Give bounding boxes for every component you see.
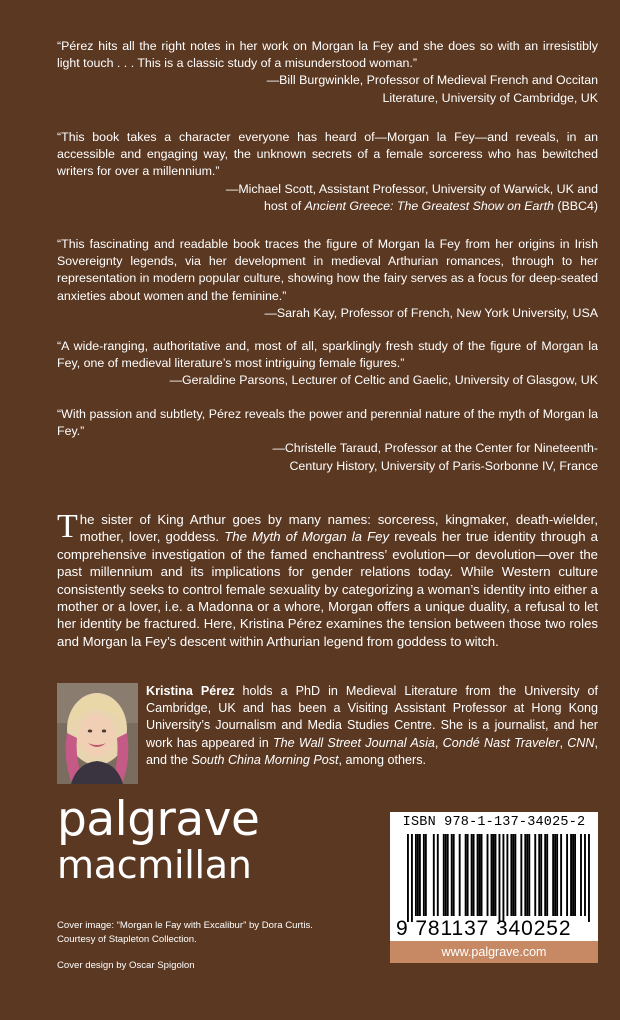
barcode-bar bbox=[491, 834, 493, 916]
barcode-bar bbox=[538, 834, 540, 916]
quote-attribution: —Christelle Taraud, Professor at the Center for Nineteenth- bbox=[272, 441, 598, 456]
barcode-bar bbox=[495, 834, 497, 916]
publisher-logo bbox=[57, 792, 327, 887]
barcode-bar bbox=[510, 834, 512, 916]
show-title: Ancient Greece: The Greatest Show on Earth bbox=[304, 198, 554, 213]
quote-text: “This fascinating and readable book traces the figure of Morgan la Fey from her origins in Irish Sovereignty legends, via her development in medieval Arthurian romances, through to her representation in modern popular culture, showing how the fairy serves as a focus for deep-seated anxieties about women and the feminine.” bbox=[57, 237, 598, 303]
publication: South China Morning Post bbox=[191, 752, 339, 767]
barcode-bar bbox=[453, 834, 455, 916]
barcode-bar bbox=[407, 834, 409, 922]
barcode-bar bbox=[479, 834, 481, 916]
barcode-bar bbox=[588, 834, 590, 922]
quote-attribution: —Bill Burgwinkle, Professor of Medieval French and Occitan bbox=[266, 73, 598, 88]
barcode-bar bbox=[502, 834, 504, 922]
publisher-url: www.palgrave.com bbox=[390, 941, 598, 963]
barcode-bar bbox=[467, 834, 469, 916]
ean-digits: 9 781137 340252 bbox=[396, 917, 572, 940]
barcode-bar bbox=[506, 834, 508, 916]
publication: The Wall Street Journal Asia bbox=[272, 735, 435, 750]
review-quote-4 bbox=[57, 338, 598, 390]
barcode-bar bbox=[465, 834, 467, 916]
barcode-bar bbox=[544, 834, 546, 916]
barcode-bar bbox=[419, 834, 421, 916]
barcode-bar bbox=[473, 834, 475, 916]
barcode-bar bbox=[493, 834, 495, 916]
author-bio: Kristina Pérez holds a PhD in Medieval Literature from the University of Cambridge, UK and has been a Visiting Assistant Professor at Hong Kong University’s Journalism and Media Studies Centre. She is a journalist, and her work has appeared in The Wall Street Journal Asia, Condé Nast Traveler, CNN, and the South China Morning Post, among others. bbox=[146, 684, 598, 767]
barcode-bar bbox=[524, 834, 526, 916]
barcode-bar bbox=[477, 834, 479, 916]
quote-attribution: —Geraldine Parsons, Lecturer of Celtic and Gaelic, University of Glasgow, UK bbox=[169, 373, 598, 388]
barcode-bar bbox=[433, 834, 435, 916]
barcode-bar bbox=[451, 834, 453, 916]
barcode-bar bbox=[443, 834, 445, 916]
barcode-bar bbox=[437, 834, 439, 916]
barcode-bar bbox=[574, 834, 576, 916]
barcode-bar bbox=[415, 834, 417, 916]
cover-image-credit: Cover image: “Morgan le Fay with Excalibur” by Dora Curtis. bbox=[57, 920, 313, 931]
barcode-bar bbox=[540, 834, 542, 916]
barcode-bar bbox=[447, 834, 449, 916]
barcode-bar bbox=[580, 834, 582, 916]
author-name: Kristina Pérez bbox=[146, 684, 235, 698]
book-title: The Myth of Morgan la Fey bbox=[224, 529, 390, 545]
quote-text: “A wide-ranging, authoritative and, most of all, sparklingly fresh study of the figure of Morgan la Fey, one of medieval literature’s most intriguing female figures.” bbox=[57, 339, 598, 371]
barcode-bar bbox=[572, 834, 574, 916]
drop-cap: T bbox=[57, 508, 78, 545]
barcode-bar bbox=[528, 834, 530, 916]
barcode-bar bbox=[526, 834, 528, 916]
barcode-bar bbox=[560, 834, 562, 916]
barcode-bar bbox=[487, 834, 489, 916]
publisher-name-line2: macmillan bbox=[57, 843, 252, 887]
quote-attribution-line2: host of Ancient Greece: The Greatest Show on Earth (BBC4) bbox=[263, 198, 598, 213]
barcode-bar bbox=[534, 834, 536, 916]
quote-text: “Pérez hits all the right notes in her work on Morgan la Fey and she does so with an irresistibly light touch . . . This is a classic study of a misunderstood woman.” bbox=[57, 39, 598, 71]
quote-attribution-line2: Literature, University of Cambridge, UK bbox=[382, 90, 598, 105]
cover-credits bbox=[57, 919, 357, 973]
barcode-bar bbox=[417, 834, 419, 916]
barcode-bar bbox=[499, 834, 501, 922]
barcode-bar bbox=[566, 834, 568, 916]
book-summary: The sister of King Arthur goes by many names: sorceress, kingmaker, death-wielder, mother, lover, goddess. The Myth of Morgan la Fey reveals her true identity through a comprehensive investigation of the famed enchantress’ evolution—or devolution—over the past millennium and its implications for gender relations today. While Western culture consistently seeks to control female sexuality by categorizing a woman’s identity into either a mother or a lover, i.e. a Madonna or a whore, Morgan offers a unique duality, a refusal to let her identity be fractured. Here, Kristina Pérez examines the tension between those two roles and Morgan la Fey’s descent within Arthurian legend from goddess to witch. bbox=[57, 508, 598, 649]
barcode-bar bbox=[481, 834, 483, 916]
barcode-bar bbox=[425, 834, 427, 916]
quote-text: “With passion and subtlety, Pérez reveals the power and perennial nature of the myth of Morgan la Fey.” bbox=[57, 407, 598, 439]
barcode-bar bbox=[570, 834, 572, 916]
barcode-bar bbox=[445, 834, 447, 916]
barcode-bar bbox=[552, 834, 554, 916]
review-quote-1 bbox=[57, 38, 598, 107]
barcode-bar bbox=[546, 834, 548, 916]
barcode-bar bbox=[584, 834, 586, 916]
review-quote-5 bbox=[57, 406, 598, 475]
barcode-bar bbox=[556, 834, 558, 916]
cover-design-credit: Cover design by Oscar Spigolon bbox=[57, 960, 195, 971]
review-quote-2 bbox=[57, 129, 598, 215]
barcode-bar bbox=[554, 834, 556, 916]
quote-text: “This book takes a character everyone has heard of—Morgan la Fey—and reveals, in an accessible and engaging way, the unknown secrets of a female sorceress who has bewitched writers for over a millennium.” bbox=[57, 130, 598, 179]
publication: Condé Nast Traveler bbox=[442, 735, 560, 750]
cover-image-credit-line2: Courtesy of Stapleton Collection. bbox=[57, 934, 197, 945]
isbn-barcode bbox=[390, 812, 598, 941]
review-quote-3 bbox=[57, 236, 598, 322]
quote-attribution: —Michael Scott, Assistant Professor, University of Warwick, UK and bbox=[225, 181, 598, 196]
publication: CNN bbox=[567, 735, 595, 750]
quote-attribution: —Sarah Kay, Professor of French, New York University, USA bbox=[264, 305, 598, 320]
publisher-name-line1: palgrave bbox=[57, 792, 260, 847]
quote-attribution-line2: Century History, University of Paris-Sorbonne IV, France bbox=[289, 458, 598, 473]
barcode-bar bbox=[423, 834, 425, 916]
barcode-bar bbox=[459, 834, 461, 916]
isbn-label: ISBN 978-1-137-34025-2 bbox=[402, 815, 586, 830]
barcode-bar bbox=[514, 834, 516, 916]
barcode-bar bbox=[520, 834, 522, 916]
barcode-bar bbox=[512, 834, 514, 916]
author-photo bbox=[57, 683, 138, 784]
barcode-bar bbox=[471, 834, 473, 916]
barcode-bar bbox=[411, 834, 413, 922]
